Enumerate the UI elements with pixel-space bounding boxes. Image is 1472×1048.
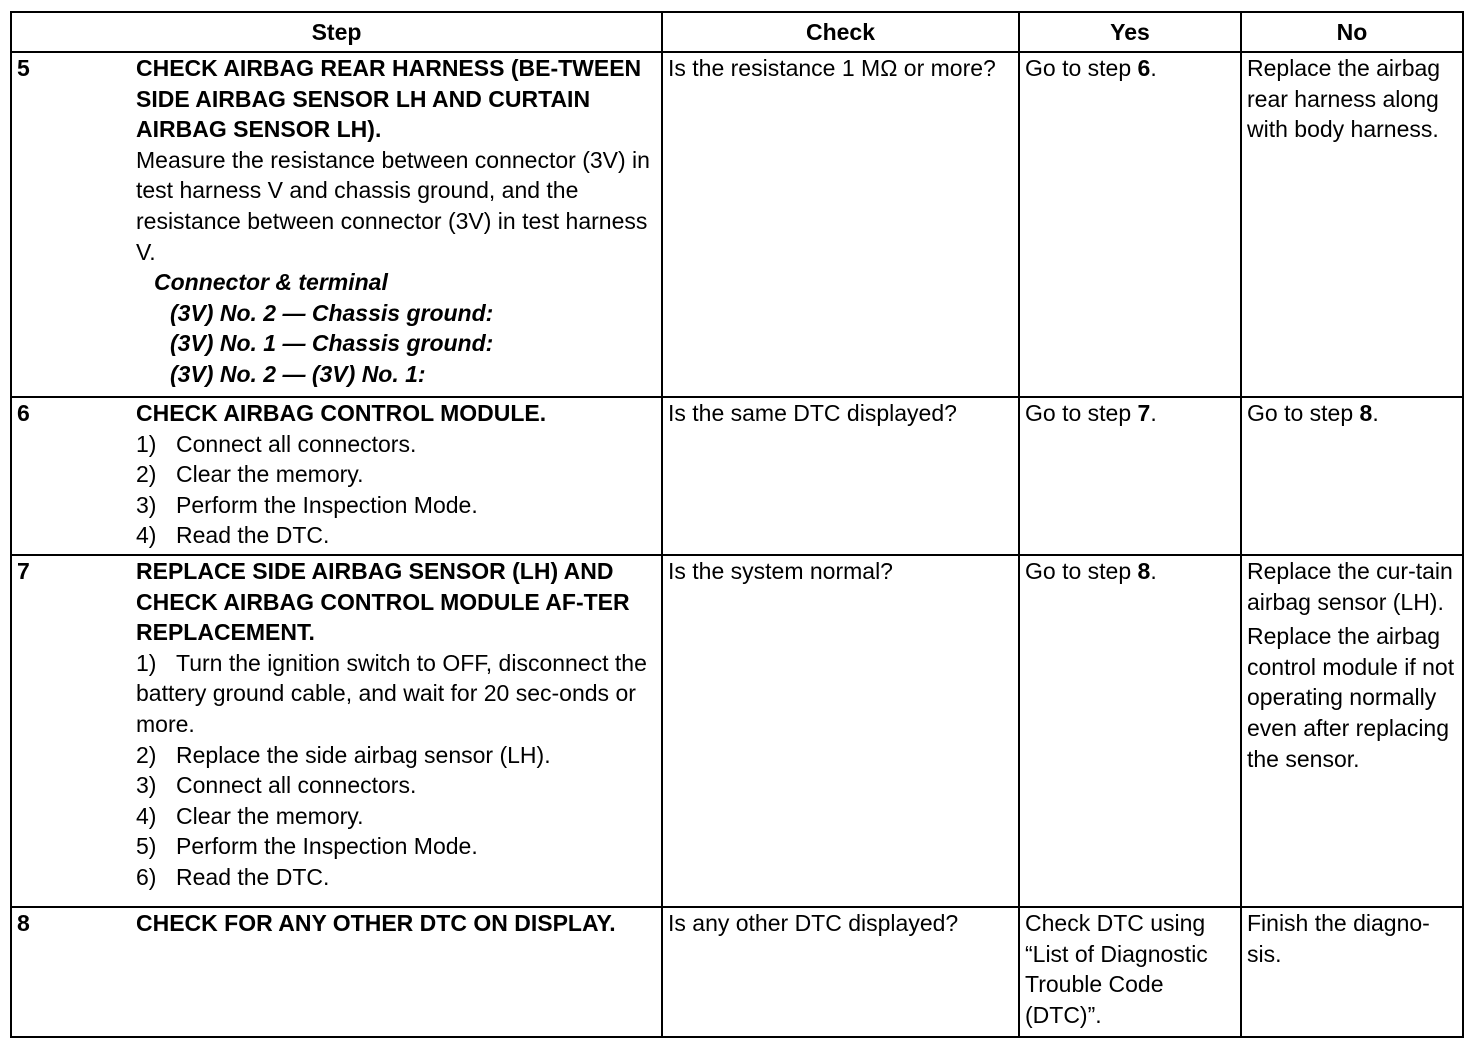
yes-text: Go to step (1025, 558, 1138, 584)
no-text: Replace the airbag control module if not operating normally even after replacing the sensor. (1247, 623, 1455, 772)
no-action (1241, 555, 1463, 907)
step-title: CHECK AIRBAG CONTROL MODULE. (136, 400, 547, 426)
header-step: Step (11, 12, 662, 52)
spec-heading: Connector & terminal (154, 269, 388, 296)
no-action (1241, 907, 1463, 1037)
diagnostic-table (10, 11, 1464, 1038)
spec-item: (3V) No. 1 — Chassis ground: (170, 330, 494, 357)
no-action (1241, 52, 1463, 397)
table-row-step-7 (11, 555, 1463, 907)
no-text: Finish the diagno-sis. (1247, 910, 1430, 967)
procedure-item: 4) Clear the memory. (136, 802, 364, 829)
yes-suffix: . (1150, 400, 1157, 426)
spec-item: (3V) No. 2 — Chassis ground: (170, 299, 494, 326)
no-step-number: 8 (1359, 400, 1373, 426)
no-text: Replace the cur-tain airbag sensor (LH). (1247, 558, 1453, 615)
yes-action (1019, 555, 1241, 907)
no-text: Go to step (1247, 400, 1360, 426)
yes-step-number: 7 (1137, 400, 1151, 426)
procedure-item: 5) Perform the Inspection Mode. (136, 833, 478, 860)
procedure-item: 1) Connect all connectors. (136, 430, 417, 457)
check-question: Is the resistance 1 MΩ or more? (662, 52, 1019, 397)
step-number: 8 (11, 907, 131, 1037)
step-content (131, 555, 662, 907)
procedure-item: 6) Read the DTC. (136, 863, 330, 890)
no-suffix: . (1372, 400, 1379, 426)
no-text: Replace the airbag rear harness along with body harness. (1247, 55, 1441, 143)
yes-suffix: . (1150, 55, 1157, 81)
yes-action (1019, 397, 1241, 555)
procedure-item: 3) Connect all connectors. (136, 772, 417, 799)
step-title: REPLACE SIDE AIRBAG SENSOR (LH) AND CHECK AIRBAG CONTROL MODULE AF-TER REPLACEMENT. (136, 558, 630, 646)
step-number: 7 (11, 555, 131, 907)
procedure-item: 3) Perform the Inspection Mode. (136, 491, 478, 518)
header-row (11, 12, 1463, 52)
step-number: 6 (11, 397, 131, 555)
yes-text: Go to step (1025, 400, 1138, 426)
step-content (131, 907, 662, 1037)
procedure-item: 4) Read the DTC. (136, 522, 330, 549)
no-action (1241, 397, 1463, 555)
yes-action: Check DTC using “List of Diagnostic Trouble Code (DTC)”. (1019, 907, 1241, 1037)
step-content (131, 397, 662, 555)
spec-item: (3V) No. 2 — (3V) No. 1: (170, 360, 426, 387)
step-number: 5 (11, 52, 131, 397)
header-check: Check (662, 12, 1019, 52)
header-no: No (1241, 12, 1463, 52)
table-row-step-8 (11, 907, 1463, 1037)
step-title: CHECK FOR ANY OTHER DTC ON DISPLAY. (136, 910, 616, 936)
table-row-step-6 (11, 397, 1463, 555)
check-question: Is the same DTC displayed? (662, 397, 1019, 555)
table-row-step-5 (11, 52, 1463, 397)
step-content (131, 52, 662, 397)
procedure-item: 2) Replace the side airbag sensor (LH). (136, 741, 551, 768)
step-description: Measure the resistance between connector (3V) in test harness V and chassis ground, and the resistance between connector (3V) in test harness V. (136, 146, 650, 265)
yes-suffix: . (1150, 558, 1157, 584)
yes-action (1019, 52, 1241, 397)
yes-step-number: 8 (1137, 558, 1151, 584)
procedure-item: 1) Turn the ignition switch to OFF, disconnect the battery ground cable, and wait for 20 sec-onds or more. (136, 649, 647, 737)
check-question: Is the system normal? (662, 555, 1019, 907)
step-title: CHECK AIRBAG REAR HARNESS (BE-TWEEN SIDE AIRBAG SENSOR LH AND CURTAIN AIRBAG SENSOR LH). (136, 55, 642, 143)
yes-step-number: 6 (1137, 55, 1151, 81)
yes-text: Go to step (1025, 55, 1138, 81)
header-yes: Yes (1019, 12, 1241, 52)
check-question: Is any other DTC displayed? (662, 907, 1019, 1037)
procedure-item: 2) Clear the memory. (136, 461, 364, 488)
